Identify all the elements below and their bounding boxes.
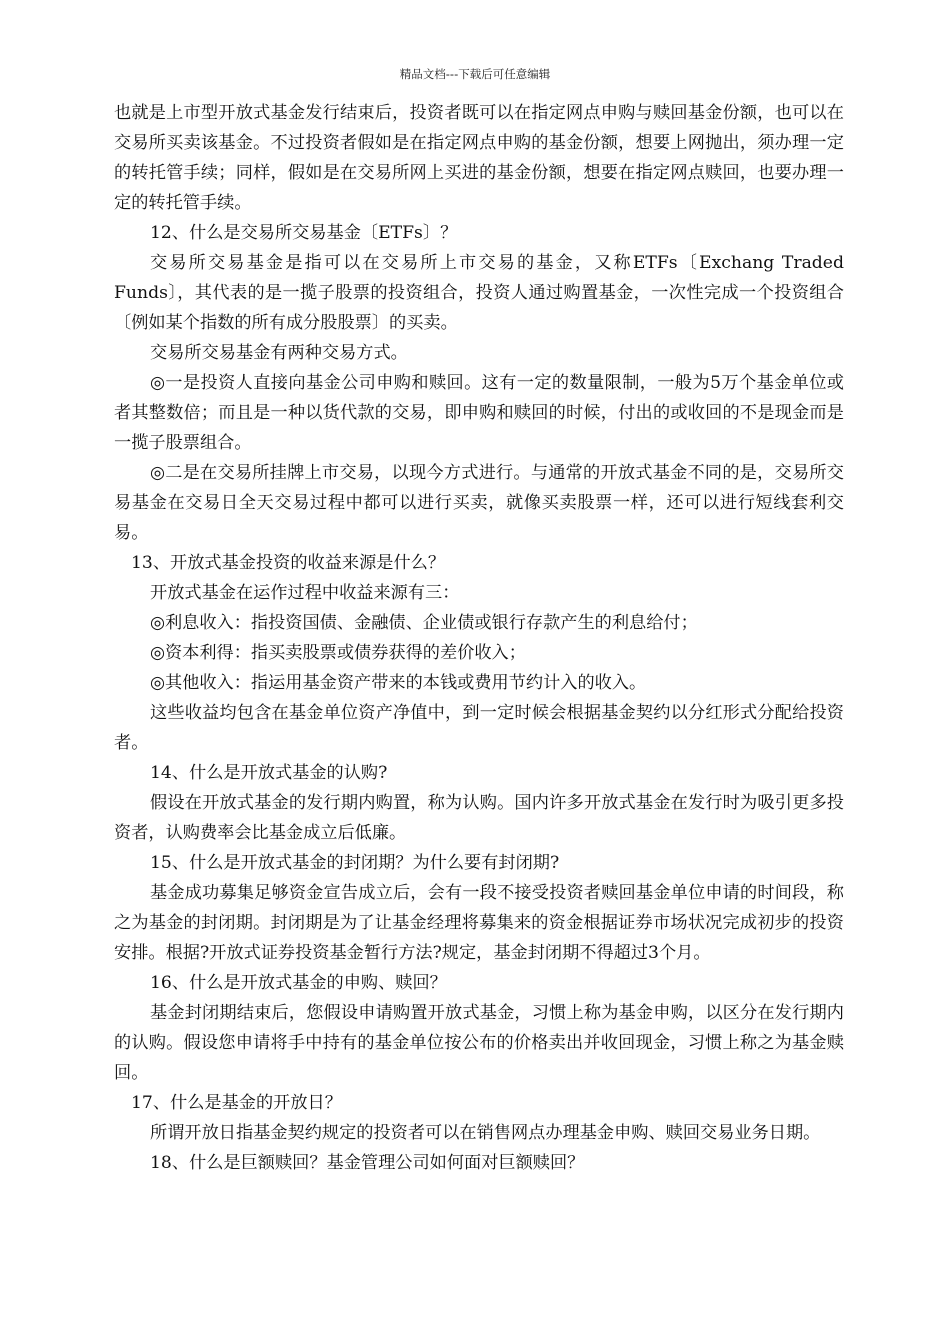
paragraph: 这些收益均包含在基金单位资产净值中，到一定时候会根据基金契约以分红形式分配给投资者。 — [114, 703, 844, 753]
question-heading-13: 13、开放式基金投资的收益来源是什么？ — [131, 553, 446, 573]
list-item: ◎其他收入：指运用基金资产带来的本钱或费用节约计入的收入。 — [150, 673, 647, 693]
question-heading-14: 14、什么是开放式基金的认购? — [150, 763, 388, 783]
question-heading-18: 18、什么是巨额赎回？基金管理公司如何面对巨额赎回？ — [150, 1153, 585, 1173]
question-heading-17: 17、什么是基金的开放日？ — [131, 1093, 342, 1113]
document-body — [114, 98, 844, 1178]
question-heading-15: 15、什么是开放式基金的封闭期？为什么要有封闭期? — [150, 853, 560, 873]
paragraph: 基金封闭期结束后，您假设申请购置开放式基金，习惯上称为基金申购，以区分在发行期内的认购。假设您申请将手中持有的基金单位按公布的价格卖出并收回现金，习惯上称之为基金赎回。 — [114, 1003, 844, 1083]
paragraph: 交易所交易基金有两种交易方式。 — [150, 343, 408, 363]
question-heading-16: 16、什么是开放式基金的申购、赎回？ — [150, 973, 447, 993]
paragraph: 基金成功募集足够资金宣告成立后，会有一段不接受投资者赎回基金单位申请的时间段，称之为基金的封闭期。封闭期是为了让基金经理将募集来的资金根据证券市场状况完成初步的投资安排。根据?开放式证券投资基金暂行方法?规定，基金封闭期不得超过3个月。 — [114, 883, 844, 963]
page-header: 精品文档---下载后可任意编辑 — [399, 67, 551, 81]
list-item: ◎资本利得：指买卖股票或债券获得的差价收入； — [150, 643, 526, 663]
list-item: ◎利息收入：指投资国债、金融债、企业债或银行存款产生的利息给付； — [150, 613, 698, 633]
paragraph: 也就是上市型开放式基金发行结束后，投资者既可以在指定网点申购与赎回基金份额，也可以在交易所买卖该基金。不过投资者假如是在指定网点申购的基金份额，想要上网抛出，须办理一定的转托管手续；同样，假如是在交易所网上买进的基金份额，想要在指定网点赎回，也要办理一定的转托管手续。 — [114, 103, 844, 213]
paragraph: 交易所交易基金是指可以在交易所上市交易的基金，又称ETFs〔Exchang Traded Funds〕，其代表的是一揽子股票的投资组合，投资人通过购置基金，一次性完成一个投资组合〔例如某个指数的所有成分股股票〕的买卖。 — [114, 253, 844, 333]
paragraph: ◎二是在交易所挂牌上市交易，以现今方式进行。与通常的开放式基金不同的是，交易所交易基金在交易日全天交易过程中都可以进行买卖，就像买卖股票一样，还可以进行短线套利交易。 — [114, 463, 844, 543]
paragraph: 开放式基金在运作过程中收益来源有三： — [150, 583, 460, 603]
paragraph: 假设在开放式基金的发行期内购置，称为认购。国内许多开放式基金在发行时为吸引更多投资者，认购费率会比基金成立后低廉。 — [114, 793, 844, 843]
question-heading-12: 12、什么是交易所交易基金〔ETFs〕？ — [150, 223, 458, 243]
paragraph: 所谓开放日指基金契约规定的投资者可以在销售网点办理基金申购、赎回交易业务日期。 — [150, 1123, 821, 1143]
paragraph: ◎一是投资人直接向基金公司申购和赎回。这有一定的数量限制，一般为5万个基金单位或者其整数倍；而且是一种以货代款的交易，即申购和赎回的时候，付出的或收回的不是现金而是一揽子股票组合。 — [114, 373, 844, 453]
